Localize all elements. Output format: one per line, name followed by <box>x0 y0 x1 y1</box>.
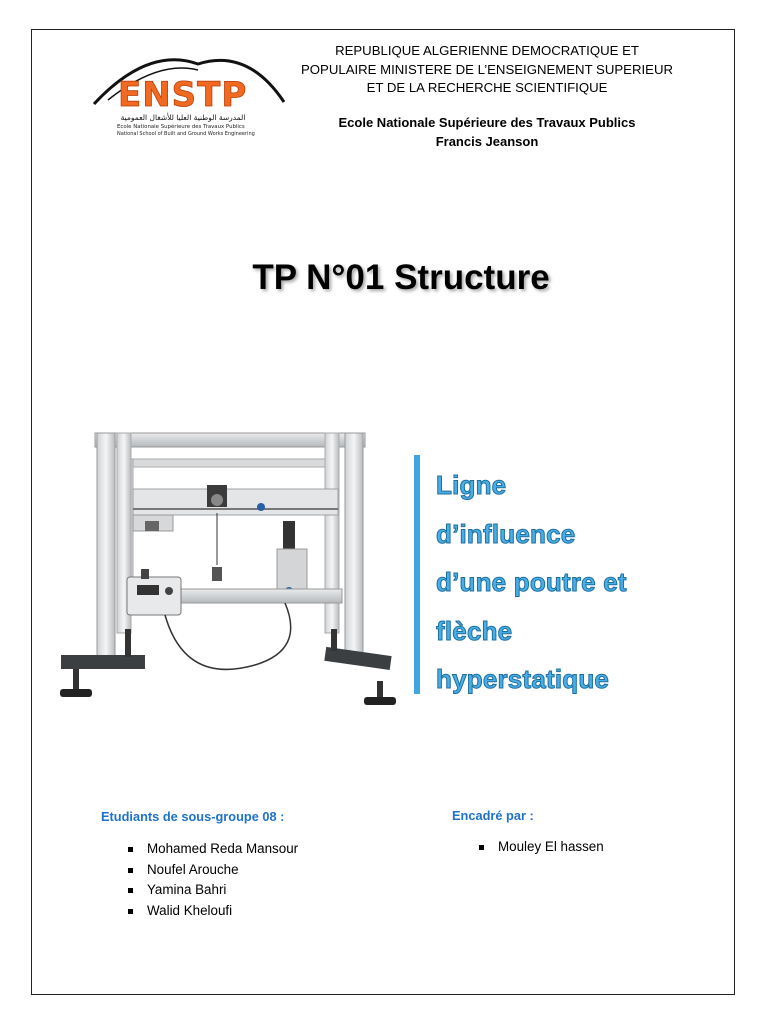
subtitle-accent-bar <box>414 455 420 694</box>
test-rig-image <box>55 425 400 720</box>
logo-arabic-text: المدرسة الوطنية العليا للأشغال العمومية <box>120 113 246 122</box>
student-name: Yamina Bahri <box>125 880 298 901</box>
enstp-logo <box>88 56 288 142</box>
document-subtitle <box>436 461 726 704</box>
logo-fr-text: Ecole Nationale Supérieure des Travaux Publics <box>117 124 245 130</box>
supervisor-name: Mouley El hassen <box>476 837 604 858</box>
document-title: TP N°01 Structure <box>252 258 550 297</box>
ministry-header <box>290 42 684 98</box>
subtitle-line: hyperstatique <box>436 664 610 694</box>
student-list <box>125 839 298 922</box>
supervisor-list <box>476 837 604 858</box>
logo-en-text: National School of Built and Ground Works Engineering <box>117 131 255 137</box>
subtitle-line: d’influence <box>436 518 576 549</box>
logo-brand-text: ENSTP <box>118 75 248 115</box>
student-name: Walid Kheloufi <box>125 901 298 922</box>
subtitle-line: Ligne <box>436 470 507 500</box>
school-line: Francis Jeanson <box>435 133 539 149</box>
header-line: REPUBLIQUE ALGERIENNE DEMOCRATIQUE ET <box>335 43 639 58</box>
header-line: ET DE LA RECHERCHE SCIENTIFIQUE <box>366 80 608 95</box>
subtitle-line: flèche <box>436 615 513 646</box>
student-name: Mohamed Reda Mansour <box>125 839 298 860</box>
school-line: Ecole Nationale Supérieure des Travaux Publics <box>338 115 636 130</box>
header-line: POPULAIRE MINISTERE DE L’ENSEIGNEMENT SUPERIEUR <box>300 61 674 77</box>
student-name: Noufel Arouche <box>125 860 298 881</box>
supervisor-label: Encadré par : <box>452 808 534 823</box>
subtitle-line: d’une poutre et <box>436 567 627 597</box>
school-name <box>290 114 684 151</box>
students-label: Etudiants de sous-groupe 08 : <box>101 809 285 824</box>
